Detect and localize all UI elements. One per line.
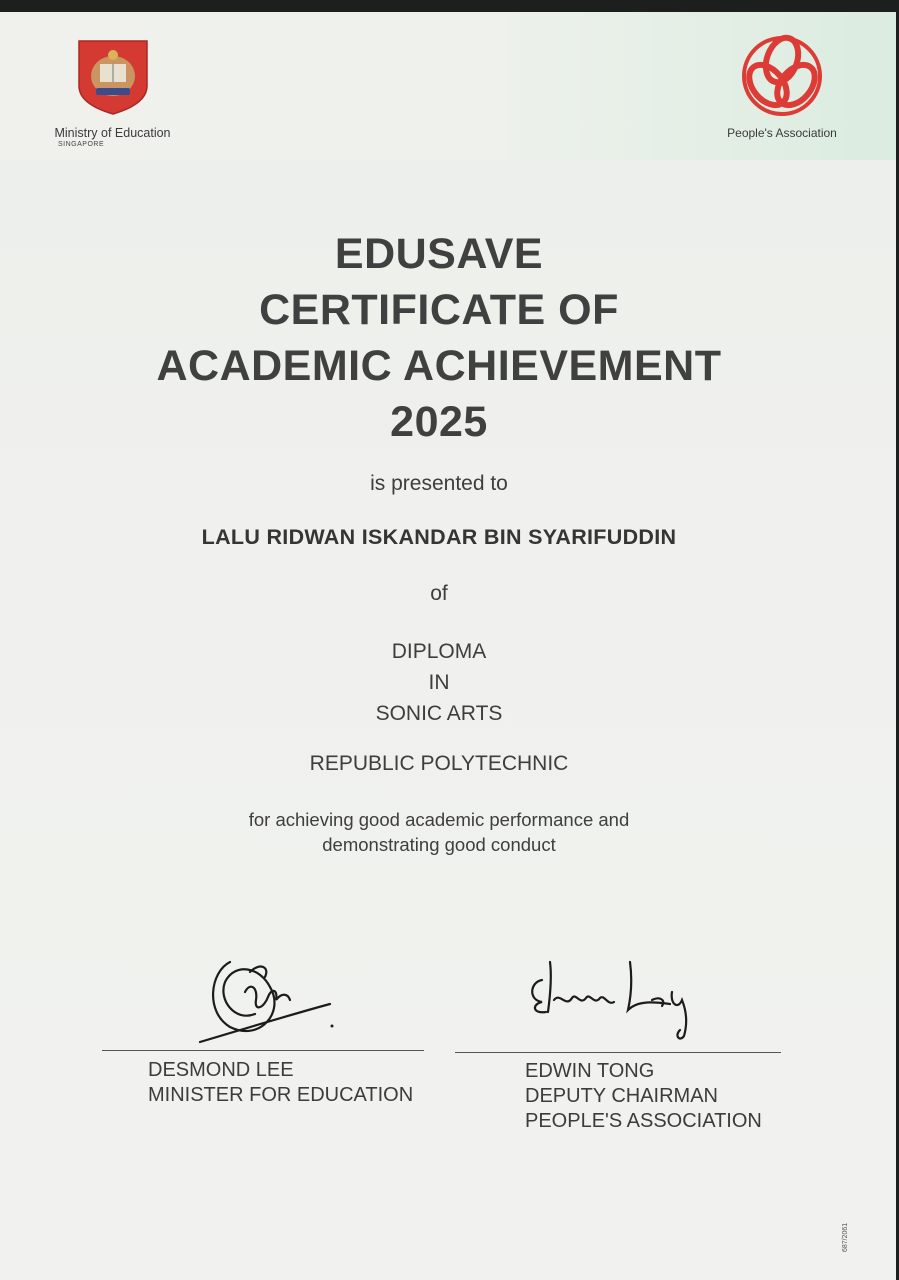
signature-line-left	[102, 1050, 424, 1051]
title-line: EDUSAVE	[334, 230, 544, 278]
signatory-title: PEOPLE'S ASSOCIATION	[525, 1110, 762, 1132]
signatory-right	[525, 1059, 762, 1134]
signatory-title: MINISTER FOR EDUCATION	[148, 1084, 414, 1106]
signature-line-right	[455, 1052, 781, 1053]
moe-logo	[40, 38, 185, 148]
award-reason	[0, 807, 878, 857]
pa-name: People's Association	[727, 126, 837, 140]
course-line: DIPLOMA	[391, 640, 487, 663]
title-year: 2025	[390, 398, 488, 446]
school-name: REPUBLIC POLYTECHNIC	[309, 752, 569, 775]
signatory-name: EDWIN TONG	[525, 1060, 655, 1082]
moe-crest-icon	[76, 38, 150, 116]
signatory-title: DEPUTY CHAIRMAN	[525, 1085, 718, 1107]
recipient-name: LALU RIDWAN ISKANDAR BIN SYARIFUDDIN	[201, 525, 677, 549]
pa-logo	[712, 30, 852, 140]
moe-name: Ministry of Education	[54, 126, 171, 140]
course-line: SONIC ARTS	[375, 702, 503, 725]
moe-country: SINGAPORE	[58, 141, 105, 148]
of-text: of	[430, 582, 448, 605]
title-line: CERTIFICATE OF	[259, 286, 619, 334]
course-line: IN	[428, 671, 450, 694]
signatory-left	[148, 1058, 413, 1108]
certificate-title	[0, 226, 878, 450]
presented-text: is presented to	[370, 472, 508, 495]
reason-line: for achieving good academic performance and	[248, 809, 630, 830]
serial-number: 687/2061	[842, 1222, 849, 1252]
pa-knot-icon	[736, 30, 828, 122]
signature-desmond-lee	[190, 942, 350, 1052]
signature-edwin-tong	[520, 952, 740, 1042]
course	[0, 636, 878, 729]
signatory-name: DESMOND LEE	[148, 1059, 294, 1081]
reason-line: demonstrating good conduct	[322, 834, 556, 855]
title-line: ACADEMIC ACHIEVEMENT	[156, 342, 722, 390]
certificate-paper	[0, 12, 896, 1280]
